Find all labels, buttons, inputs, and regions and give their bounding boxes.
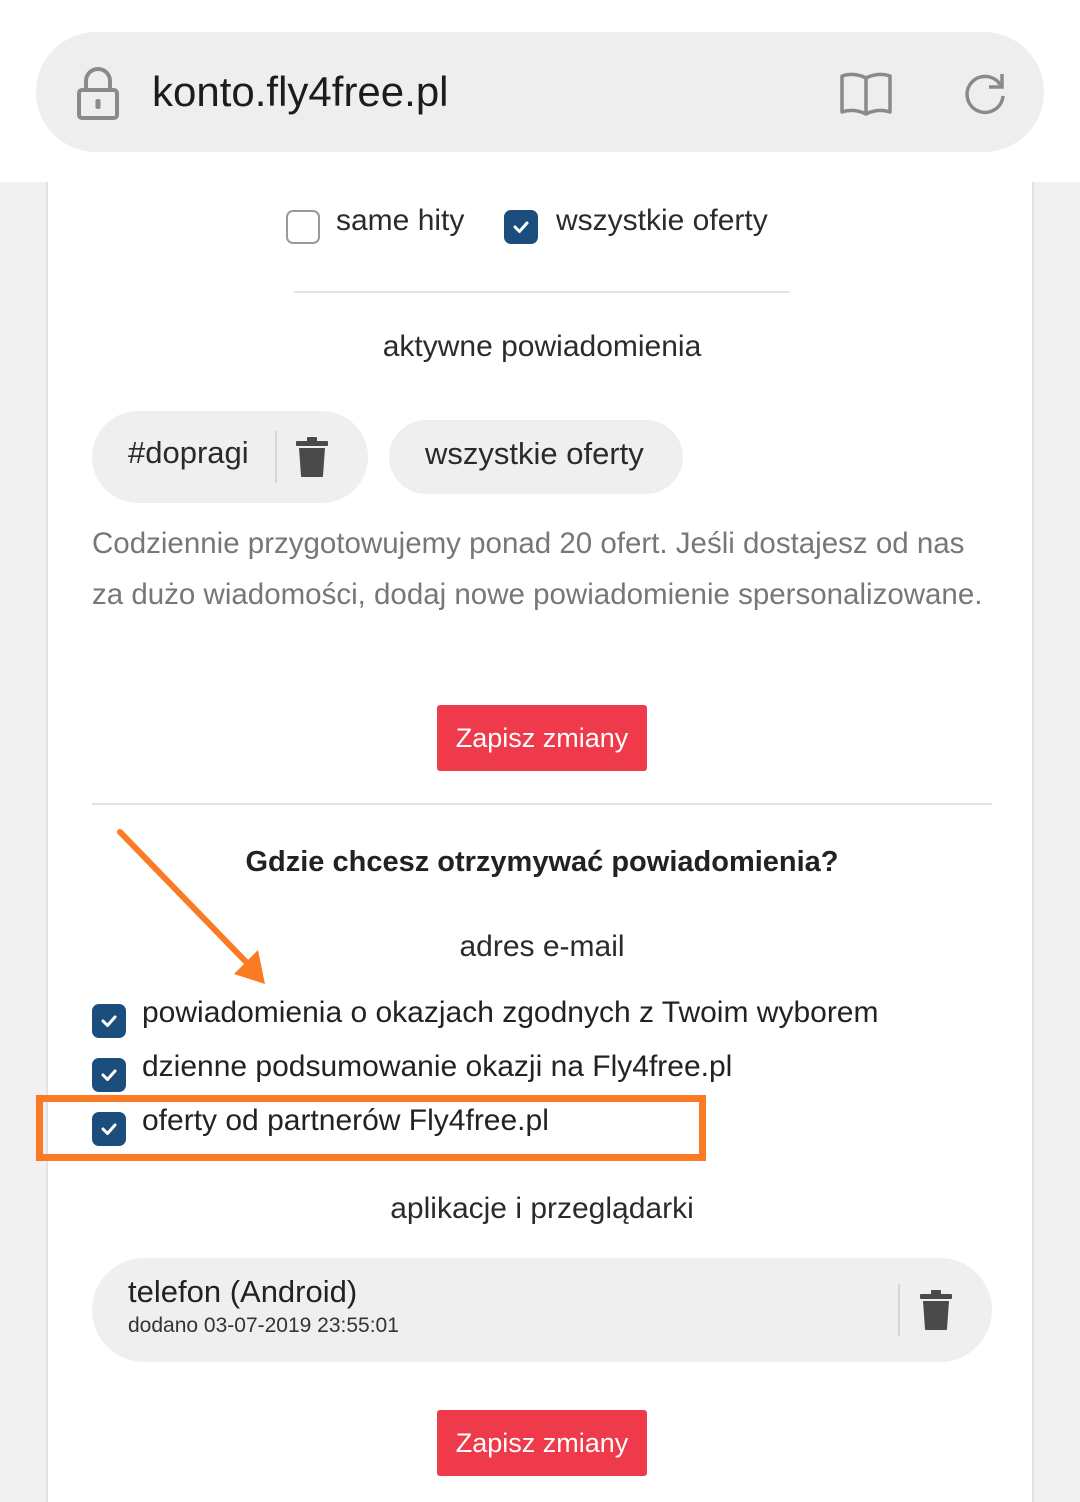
divider (294, 291, 790, 293)
tag-label: #dopragi (128, 435, 249, 470)
daily-summary-label[interactable]: dzienne podsumowanie okazji na Fly4free.pl (142, 1050, 733, 1083)
daily-summary-checkbox[interactable] (92, 1058, 126, 1092)
checkmark-icon (99, 1065, 119, 1085)
partner-offers-label[interactable]: oferty od partnerów Fly4free.pl (142, 1104, 549, 1137)
info-text: Codziennie przygotowujemy ponad 20 ofert. Jeśli dostajesz od nas za dużo wiadomości, dodaj nowe powiadomienie spersonalizowane. (92, 527, 983, 611)
all-offers-label[interactable]: wszystkie oferty (556, 204, 768, 237)
lock-icon (76, 66, 120, 120)
delivery-section-title: Gdzie chcesz otrzymywać powiadomienia? (245, 846, 839, 878)
deal-notifications-label[interactable]: powiadomienia o okazjach zgodnych z Twoim wyborem (142, 996, 879, 1029)
browser-toolbar (0, 0, 1080, 182)
pill-divider (898, 1284, 900, 1336)
url-text[interactable]: konto.fly4free.pl (152, 68, 449, 115)
device-name: telefon (Android) (128, 1274, 358, 1309)
tag-dopragi (92, 411, 368, 503)
trash-icon[interactable] (296, 437, 328, 477)
apps-subtitle: aplikacje i przeglądarki (390, 1192, 694, 1225)
address-bar[interactable] (36, 32, 1044, 152)
section-divider (92, 803, 992, 805)
email-subtitle: adres e-mail (459, 930, 625, 963)
annotation-highlight-box (36, 1095, 706, 1161)
tag-label: wszystkie oferty (425, 436, 644, 471)
save-changes-button-bottom[interactable]: Zapisz zmiany (437, 1410, 647, 1476)
same-hity-checkbox[interactable] (286, 210, 320, 244)
tag-all-offers[interactable] (389, 420, 683, 494)
save-changes-button[interactable]: Zapisz zmiany (437, 705, 647, 771)
reader-mode-icon[interactable] (840, 72, 892, 116)
device-added-date: dodano 03-07-2019 23:55:01 (128, 1314, 399, 1337)
pill-divider (275, 431, 277, 483)
same-hity-label[interactable]: same hity (336, 204, 465, 237)
trash-icon[interactable] (920, 1290, 952, 1330)
all-offers-checkbox[interactable] (504, 210, 538, 244)
checkmark-icon (511, 217, 531, 237)
device-item (92, 1258, 992, 1362)
annotation-arrow-icon (110, 824, 280, 994)
deal-notifications-checkbox[interactable] (92, 1004, 126, 1038)
checkmark-icon (99, 1011, 119, 1031)
active-notifications-title: aktywne powiadomienia (382, 330, 702, 363)
reload-icon[interactable] (962, 70, 1008, 116)
